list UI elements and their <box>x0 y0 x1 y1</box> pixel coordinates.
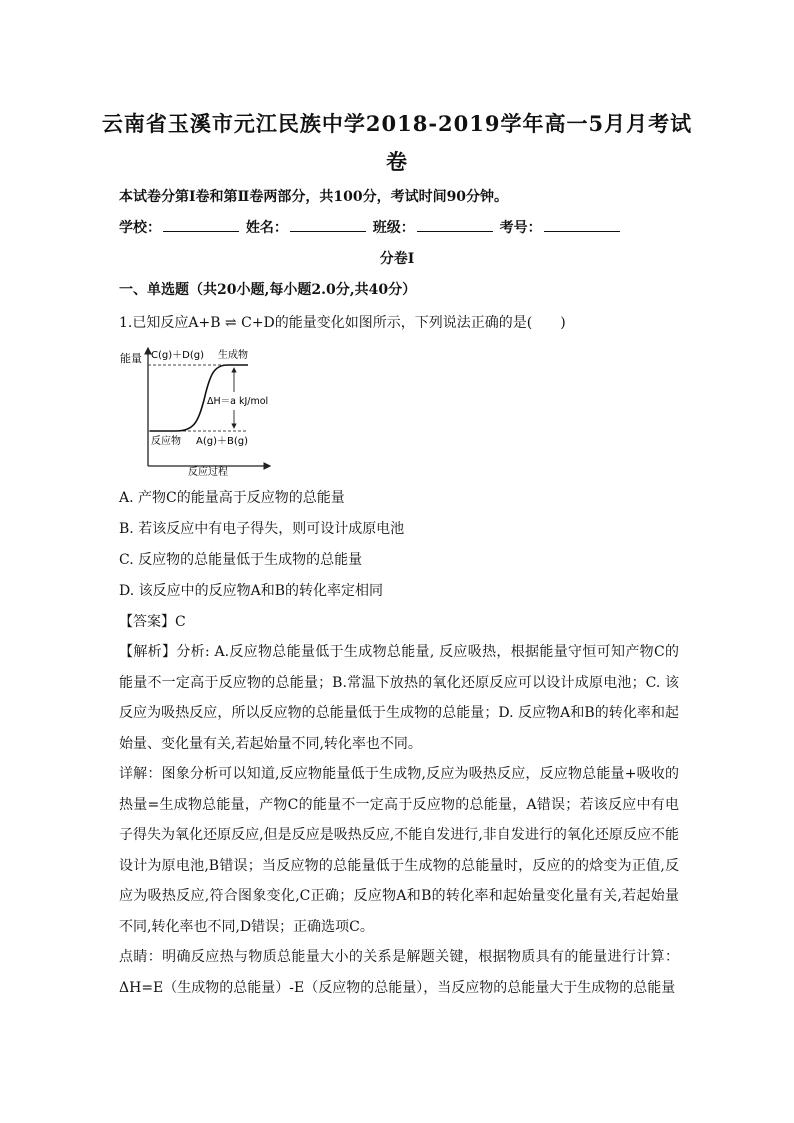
tip-label: 点睛： <box>119 949 163 965</box>
name-blank <box>290 219 366 232</box>
option-b: B. 若该反应中有电子得失，则可设计成原电池 <box>119 521 405 537</box>
reactant-formula-label: A(g)＋B(g) <box>196 436 249 447</box>
exam-title-line2: 卷 <box>386 149 408 174</box>
school-blank <box>163 219 239 232</box>
detail-text: 图象分析可以知道,反应物能量低于生成物,反应为吸热反应，反应物总能量+吸收的热量=生成物总能量，产物C的能量不一定高于反应物的总能量，A错误；若该反应中有电子得失为氧化还原反应,但是反应是吸热反应,不能自发进行,非自发进行的氧化还原反应不能设计为原电池,B错误；当反应物的总能量低于生成物的总能量时，反应的的焓变为正值,反应为吸热反应,符合图象变化,C正确；反应物A和B的转化率和起始量变化量有关,若起始量不同,转化率也不同,D错误；正确选项C。 <box>119 766 679 935</box>
part-title: 一、单选题（共20小题,每小题2.0分,共40分） <box>119 282 417 298</box>
delta-h-label: ΔH＝a kJ/mol <box>207 396 269 407</box>
answer-label: 【答案】 <box>119 614 175 630</box>
exam-intro: 本试卷分第Ⅰ卷和第Ⅱ卷两部分，共100分，考试时间90分钟。 <box>119 189 509 205</box>
y-axis-label: 能量 <box>120 352 142 365</box>
student-info-row <box>119 217 622 237</box>
detail-paragraph <box>119 759 679 942</box>
energy-diagram <box>118 342 278 476</box>
analysis-text: 分析: A.反应物总能量低于生成物总能量, 反应吸热，根据能量守恒可知产物C的能量不一定高于反应物的总能量；B.常温下放热的氧化还原反应可以设计成原电池；C. 该反应为吸热反应，所以反应物的总能量低于生成物的总能量；D. 反应物A和B的转化率和起始量、变化量有关,若起始量不同,转化率也不同。 <box>119 644 680 752</box>
analysis-paragraph <box>119 637 679 759</box>
analysis-label: 【解析】 <box>119 644 177 660</box>
option-a: A. 产物C的能量高于反应物的总能量 <box>119 490 345 506</box>
class-label: 班级： <box>372 220 415 236</box>
school-label: 学校： <box>119 220 161 236</box>
tip-text: 明确反应热与物质总能量大小的关系是解题关键，根据物质具有的能量进行计算：ΔH=E（生成物的总能量）-E（反应物的总能量），当反应物的总能量大于生成物的总能量 <box>119 949 680 996</box>
reactant-label: 反应物 <box>151 436 181 447</box>
product-formula-label: C(g)＋D(g) <box>151 350 204 361</box>
name-label: 姓名： <box>245 220 288 236</box>
exam-title-line1: 云南省玉溪市元江民族中学2018-2019学年高一5月月考试 <box>101 111 693 136</box>
answer-value: C <box>175 614 186 630</box>
x-axis-label: 反应过程 <box>188 467 228 476</box>
question-1: 1.已知反应A+B ⇌ C+D的能量变化如图所示，下列说法正确的是( ) <box>119 315 566 331</box>
option-d: D. 该反应中的反应物A和B的转化率定相同 <box>119 583 384 599</box>
tip-paragraph <box>119 942 679 1003</box>
option-c: C. 反应物的总能量低于生成物的总能量 <box>119 552 363 568</box>
product-label: 生成物 <box>218 350 248 361</box>
section-title: 分卷I <box>379 251 415 267</box>
detail-label: 详解： <box>119 766 162 782</box>
exam-number-blank <box>544 219 620 232</box>
answer-row <box>119 611 186 631</box>
exam-number-label: 考号： <box>499 220 542 236</box>
class-blank <box>417 219 493 232</box>
